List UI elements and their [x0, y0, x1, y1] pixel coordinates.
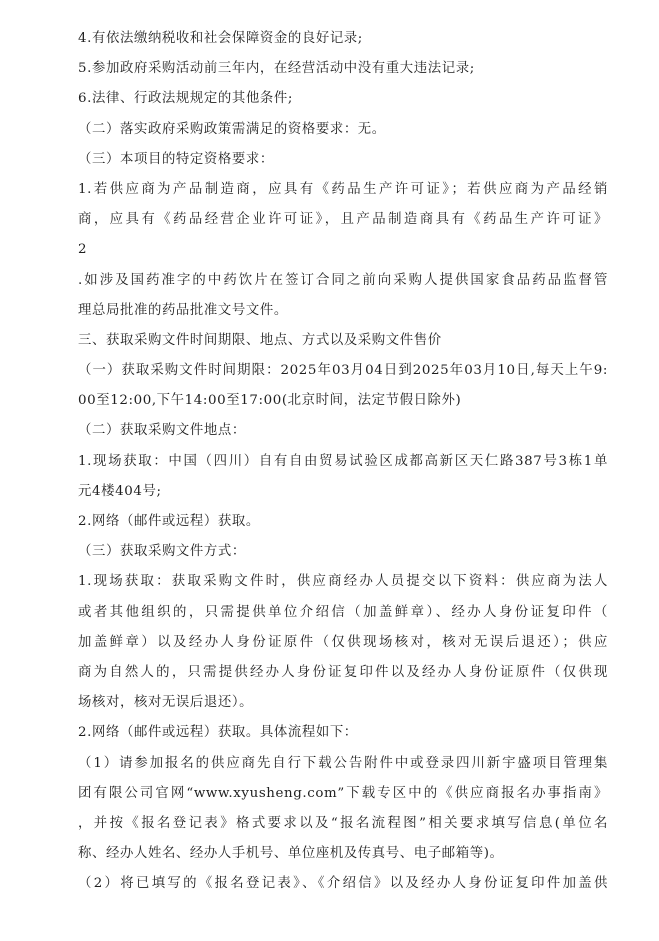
text-line: 5.参加政府采购活动前三年内，在经营活动中没有重大违法记录; — [78, 61, 475, 77]
text-line: 1.现场获取：中国（四川）自有自由贸易试验区成都高新区天仁路387号3栋1单 — [78, 453, 608, 469]
text-line: 三、获取采购文件时间期限、地点、方式以及采购文件售价 — [78, 332, 442, 348]
text-line: 6.法律、行政法规规定的其他条件; — [78, 91, 293, 107]
text-line: 团有限公司官网“www.xyusheng.com”下载专区中的《供应商报名办事指南》 — [78, 785, 608, 801]
text-line: 00至12:00,下午14:00至17:00(北京时间，法定节假日除外) — [78, 393, 462, 409]
text-line: （2）将已填写的《报名登记表》、《介绍信》以及经办人身份证复印件加盖供 — [78, 876, 608, 892]
text-line: 2.网络（邮件或远程）获取。 — [78, 514, 260, 529]
text-line: 4.有依法缴纳税收和社会保障资金的良好记录; — [78, 31, 363, 46]
text-line: （二）获取采购文件地点： — [78, 423, 246, 439]
text-line: 元4楼404号; — [78, 483, 162, 499]
text-line: （三）本项目的特定资格要求： — [78, 151, 274, 167]
text-line: 加盖鲜章）以及经办人身份证原件（仅供现场核对，核对无误后退还）；供应 — [78, 634, 608, 650]
text-line: 商，应具有《药品经营企业许可证》，且产品制造商具有《药品生产许可证》 — [78, 212, 608, 228]
text-line: .如涉及国药准字的中药饮片在签订合同之前向采购人提供国家食品药品监督管 — [78, 272, 608, 288]
text-line: （二）落实政府采购政策需满足的资格要求：无。 — [78, 121, 386, 137]
text-line: （三）获取采购文件方式： — [78, 544, 246, 560]
text-line: 商为自然人的，只需提供经办人身份证复印件以及经办人身份证原件（仅供现 — [78, 664, 608, 680]
document-body — [78, 24, 608, 899]
text-line: 场核对，核对无误后退还）。 — [78, 695, 254, 711]
text-line: 称、经办人姓名、经办人手机号、单位座机及传真号、电子邮箱等)。 — [78, 846, 504, 862]
text-line: 理总局批准的药品批准文号文件。 — [78, 302, 288, 318]
text-line: 2 — [78, 242, 88, 258]
text-line: 1.若供应商为产品制造商，应具有《药品生产许可证》；若供应商为产品经销 — [78, 181, 608, 197]
text-line: （一）获取采购文件时间期限：2025年03月04日到2025年03月10日,每天上午9: — [78, 363, 608, 379]
text-line: （1）请参加报名的供应商先自行下载公告附件中或登录四川新宇盛项目管理集 — [78, 755, 608, 771]
text-line: ，并按《报名登记表》格式要求以及“报名流程图”相关要求填写信息(单位名 — [78, 815, 608, 831]
text-line: 2.网络（邮件或远程）获取。具体流程如下： — [78, 725, 358, 741]
text-line: 1.现场获取：获取采购文件时，供应商经办人员提交以下资料：供应商为法人 — [78, 574, 608, 590]
text-line: 或者其他组织的，只需提供单位介绍信（加盖鲜章）、经办人身份证复印件（ — [78, 604, 608, 620]
